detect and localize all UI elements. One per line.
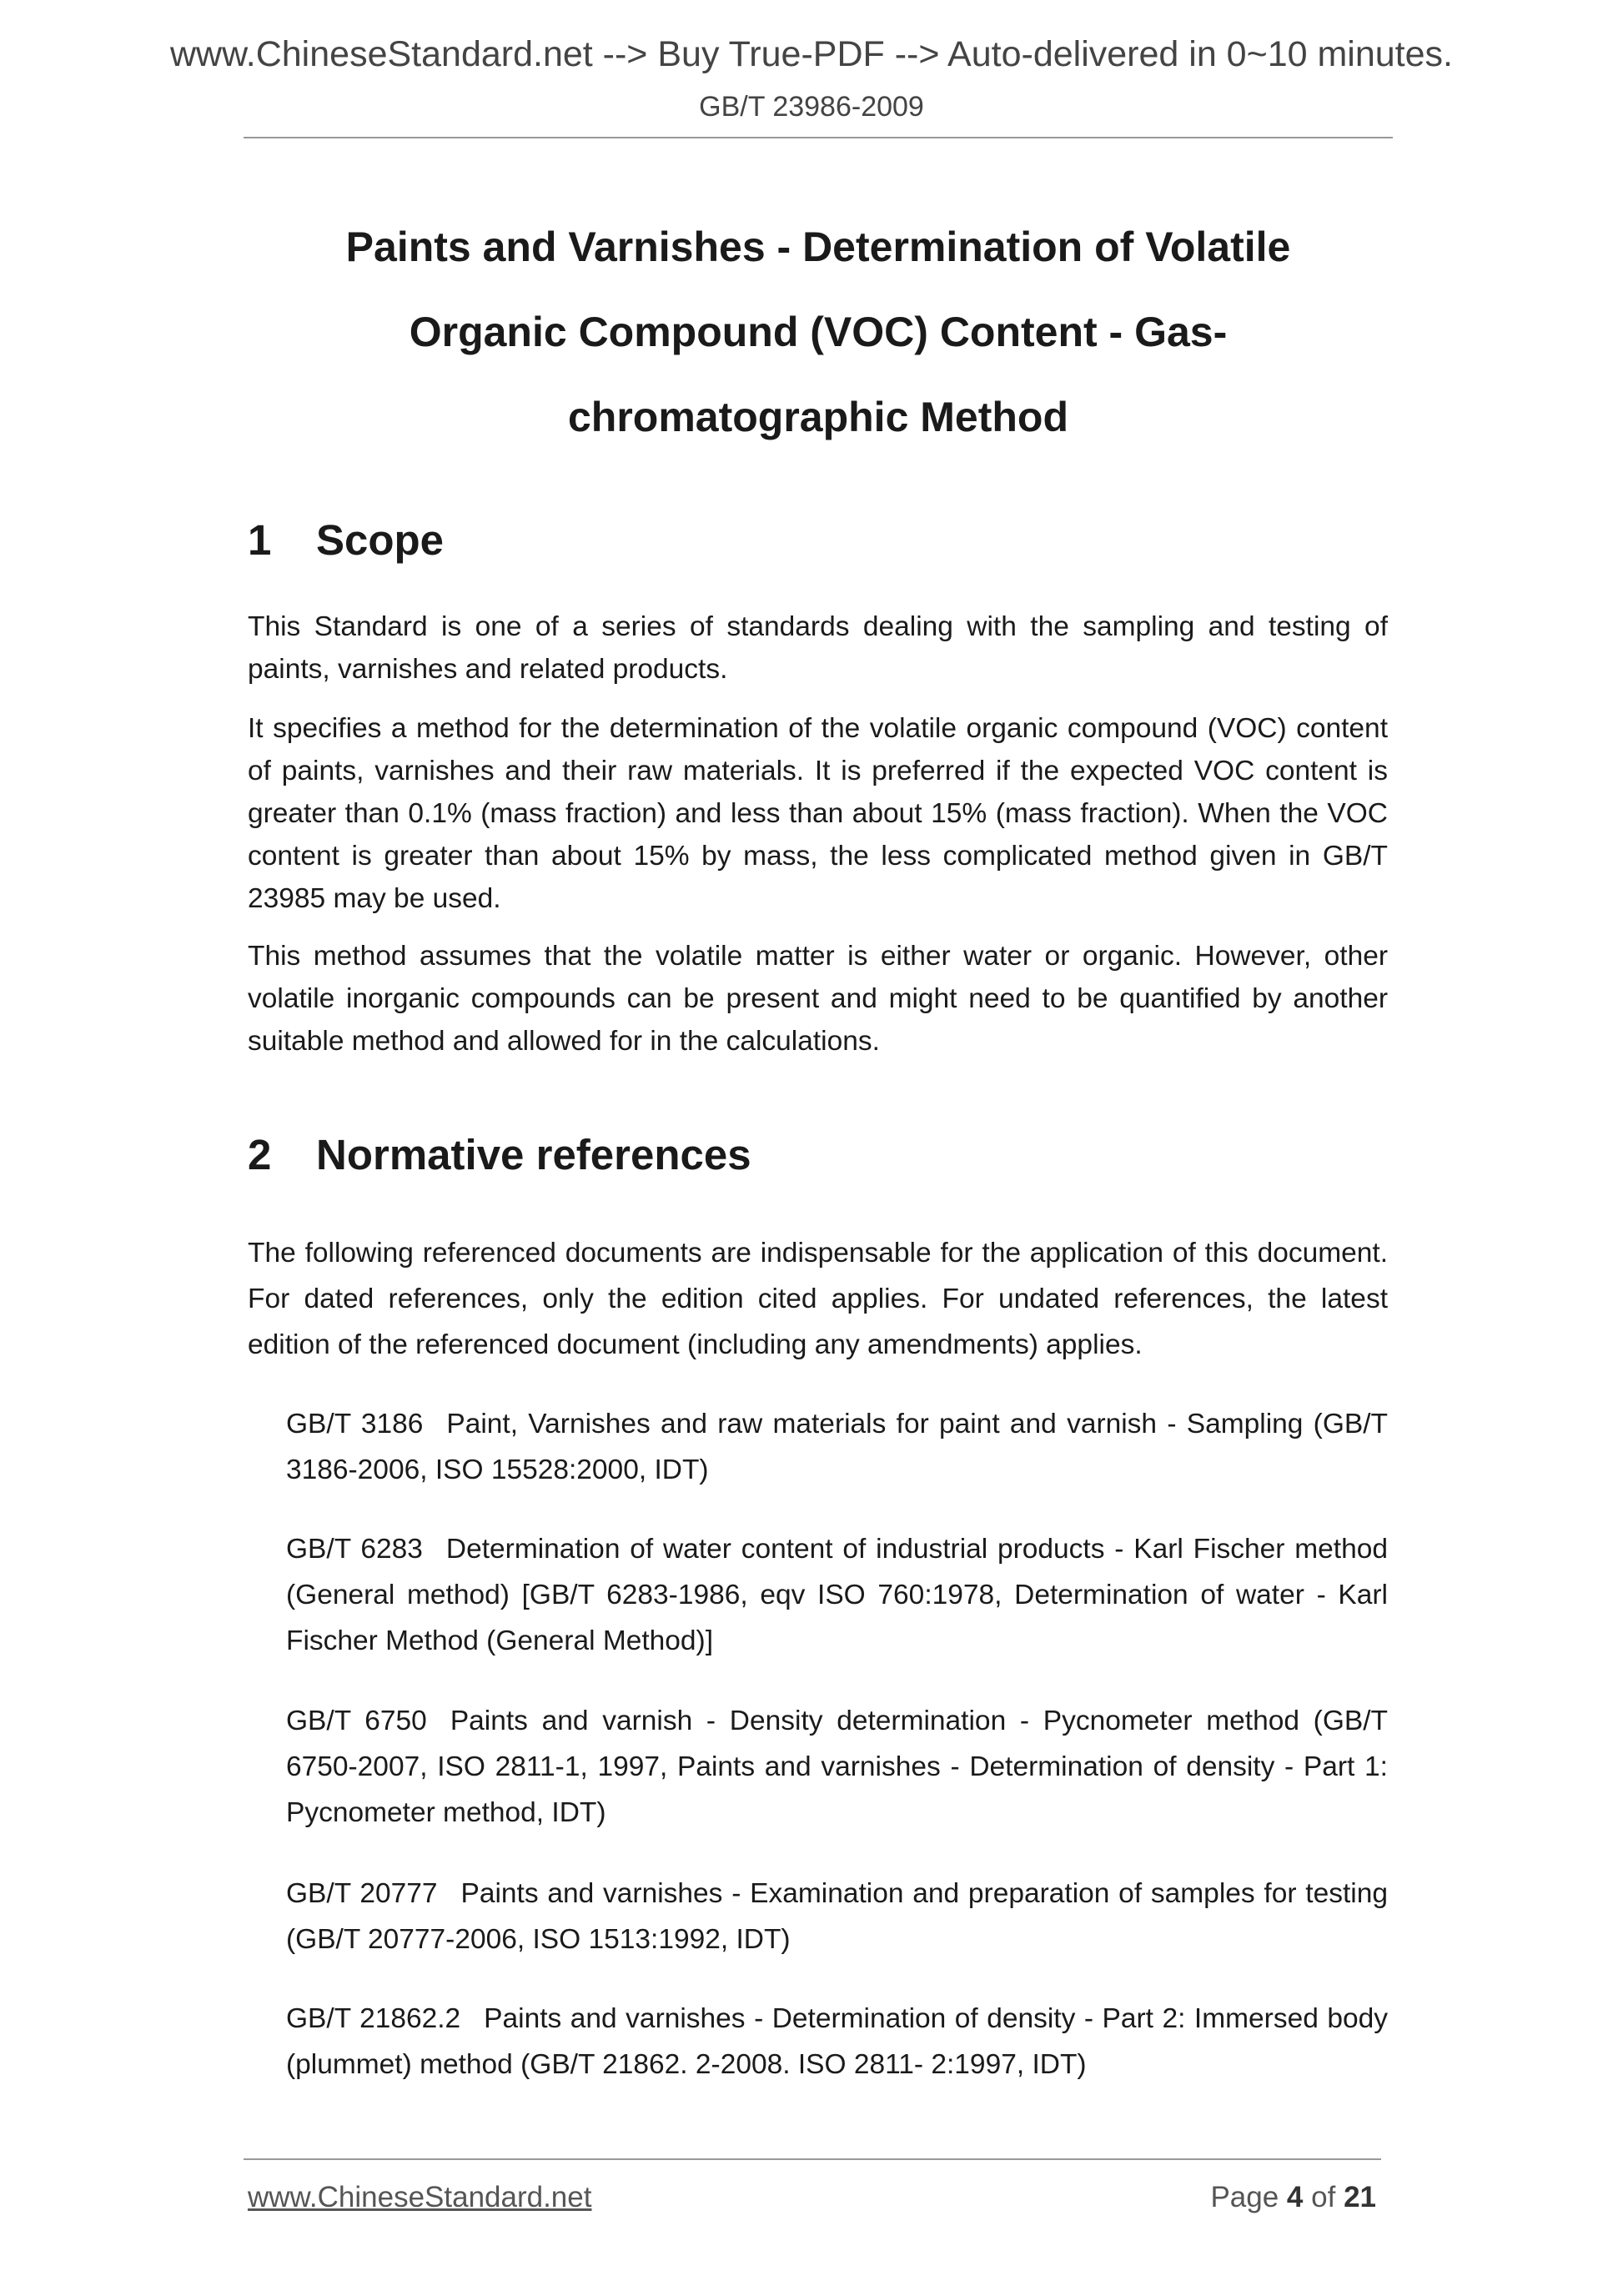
reference-text: Paint, Varnishes and raw materials for paint and varnish - Sampling (GB/T 3186-2006, ISO 15528:2000, IDT) — [286, 1409, 1389, 1485]
reference-code: GB/T 21862.2 — [286, 2003, 461, 2034]
section-number: 1 — [248, 516, 272, 564]
title-line: Organic Compound (VOC) Content - Gas- — [409, 309, 1228, 355]
reference-item — [286, 1401, 1388, 1493]
page-label: Page — [1210, 2181, 1279, 2213]
title-line: chromatographic Method — [567, 394, 1069, 440]
page-number — [1210, 2181, 1376, 2214]
section-heading-scope — [248, 515, 444, 565]
reference-text: Paints and varnishes - Examination and preparation of samples for testing (GB/T 20777-2006, ISO 1513:1992, IDT) — [286, 1878, 1388, 1955]
paragraph: The following referenced documents are indispensable for the application of this document. For dated references, only the edition cited applies. For undated references, the latest edition of the referenced document (including any amendments) applies. — [248, 1238, 1388, 1360]
footer-divider — [244, 2158, 1381, 2160]
reference-code: GB/T 3186 — [286, 1409, 424, 1439]
reference-item — [286, 1698, 1388, 1836]
header-doc-code: GB/T 23986-2009 — [699, 91, 924, 123]
reference-item — [286, 1526, 1388, 1664]
header-banner: www.ChineseStandard.net --> Buy True-PDF --> Auto-delivered in 0~10 minutes. — [169, 34, 1453, 74]
section-heading-normative-references — [248, 1130, 751, 1179]
reference-item — [286, 1996, 1388, 2088]
total-pages: 21 — [1344, 2181, 1376, 2213]
reference-text: Paints and varnish - Density determination - Pycnometer method (GB/T 6750-2007, ISO 2811-1, 1997, Paints and varnishes - Determination of density - Part 1: Pycnometer method, IDT) — [286, 1706, 1388, 1828]
document-title — [244, 204, 1393, 460]
footer-link[interactable]: www.ChineseStandard.net — [248, 2181, 592, 2213]
paragraph: This Standard is one of a series of standards dealing with the sampling and testing of paints, varnishes and related products. — [248, 611, 1388, 685]
reference-item — [286, 1871, 1388, 1962]
page-of-label: of — [1311, 2181, 1336, 2213]
reference-text: Paints and varnishes - Determination of density - Part 2: Immersed body (plummet) method (GB/T 21862. 2-2008. ISO 2811- 2:1997, IDT) — [286, 2003, 1388, 2080]
reference-text: Determination of water content of industrial products - Karl Fischer method (General method) [GB/T 6283-1986, eqv ISO 760:1978, Determination of water - Karl Fischer Method (General Method)] — [286, 1534, 1388, 1656]
paragraph: This method assumes that the volatile matter is either water or organic. However, other volatile inorganic compounds can be present and might need to be quantified by another suitable method and allowed for in the calculations. — [248, 941, 1388, 1057]
title-line: Paints and Varnishes - Determination of Volatile — [345, 224, 1291, 270]
header-divider — [244, 137, 1393, 138]
reference-code: GB/T 6283 — [286, 1534, 423, 1565]
reference-code: GB/T 20777 — [286, 1878, 438, 1909]
section-title: Normative references — [316, 1131, 751, 1178]
section-title: Scope — [316, 516, 445, 564]
current-page: 4 — [1286, 2181, 1304, 2213]
section-number: 2 — [248, 1131, 272, 1178]
paragraph: It specifies a method for the determination of the volatile organic compound (VOC) content of paints, varnishes and their raw materials. It is preferred if the expected VOC content is greater than 0.1% (mass fraction) and less than about 15% (mass fraction). When the VOC content is greater than about 15% by mass, the less complicated method given in GB/T 23985 may be used. — [248, 713, 1388, 914]
reference-code: GB/T 6750 — [286, 1706, 427, 1736]
